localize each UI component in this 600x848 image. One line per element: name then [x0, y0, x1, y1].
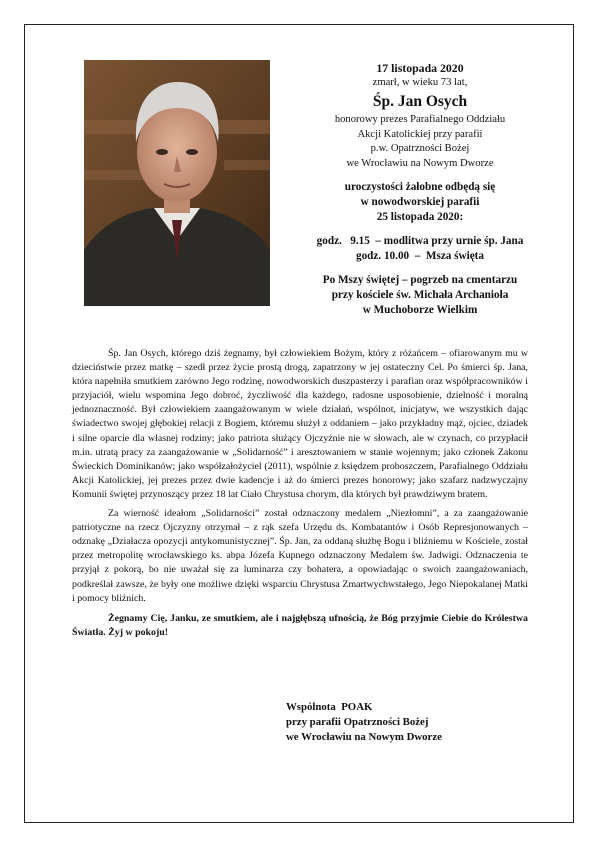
- role-line: Akcji Katolickiej przy parafii: [357, 128, 483, 140]
- burial-line: Po Mszy świętej – pogrzeb na cmentarzu: [322, 274, 518, 287]
- burial-line: przy kościele św. Michała Archanioła: [331, 289, 509, 302]
- deceased-name: Śp. Jan Osych: [372, 93, 468, 111]
- signature-line: Wspólnota POAK: [286, 701, 373, 713]
- burial-line: w Muchoborze Wielkim: [362, 304, 478, 317]
- ceremony-line: uroczystości żałobne odbędą się: [344, 181, 496, 194]
- ceremony-line: w nowodworskiej parafii: [360, 196, 480, 209]
- role-line: honorowy prezes Parafialnego Oddziału: [334, 114, 506, 126]
- signature-block: [286, 700, 546, 745]
- schedule-line: godz. 10.00 – Msza święta: [355, 250, 485, 263]
- obituary-body: [72, 347, 528, 645]
- role-line: p.w. Opatrzności Bożej: [370, 143, 470, 155]
- death-date: 17 listopada 2020: [376, 61, 464, 75]
- role-line: we Wrocławiu na Nowym Dworze: [346, 157, 494, 169]
- signature-line: we Wrocławiu na Nowym Dworze: [286, 731, 442, 743]
- ceremony-line: 25 listopada 2020:: [376, 211, 464, 224]
- schedule-line: godz. 9.15 – modlitwa przy urnie śp. Jana: [316, 235, 524, 248]
- signature-line: przy parafii Opatrzności Bożej: [286, 716, 429, 728]
- obituary-header: [280, 60, 560, 318]
- body-paragraph: Za wierność ideałom „Solidarności” został odznaczony medalem „Niezłomni”, a za zaangażowanie patriotyczne na rzecz Ojczyzny otrzymał – z rąk szefa Urzędu ds. Kombatantów i Osób Represjonowanych – odznakę „Działacza opozycji antykomunistycznej”. Śp. Jan, za oddaną służbę Bogu i bliźniemu w Kościele, został przez metropolitę wrocławskiego ks. abpa Józefa Kupnego odznaczony Medalem św. Jadwigi. Odznaczenia te przyjął z pokorą, bo nie uważał się za luminarza czy bohatera, a opowiadając o swoich zaangażowaniach, podkreślał zawsze, że były one możliwe dzięki wsparciu Chrystusa Zmartwychwstałego, Jego Niepokalanej Matki i pomocy bliźnich.: [72, 508, 528, 604]
- farewell-paragraph: Żegnamy Cię, Janku, ze smutkiem, ale i najgłębszą ufnością, że Bóg przyjmie Ciebie do Królestwa Światła. Żyj w pokoju!: [72, 612, 528, 638]
- body-paragraph: Śp. Jan Osych, którego dziś żegnamy, był człowiekiem Bożym, który z różańcem – ofiarowanym mu w dzieciństwie przez matkę – szedł przez życie prostą drogą, zapatrzony w jej ostateczny Cel. Po śmierci śp. Jana, która napełniła smutkiem zarówno Jego rodzinę, nowodworskich duszpasterzy i parafian oraz współpracowników i przyjaciół, wielu wspomina Jego dobroć, życzliwość dla każdego, radosne usposobienie, dzielność i moralną jednoznaczność. Był człowiekiem zaangażowanym w wiele działań, wspólnot, inicjatyw, we wszystkich dając świadectwo swojej głębokiej relacji z Bogiem, któremu służył z oddaniem – jako przykładny mąż, ojciec, dziadek i silne oparcie dla własnej rodziny; jako patriota służący Ojczyźnie nie w słowach, ale w czynach, co przypłacił m.in. utratą pracy za zaangażowanie w „Solidarność” i aresztowaniem w stanie wojennym; jako członek Zakonu Świeckich Dominikanów; jako współzałożyciel (2011), wspólnie z księdzem proboszczem, Parafialnego Oddziału Akcji Katolickiej, jej prezes przez dwie kadencje i aż do śmierci prezes honorowy; jako szafarz nadzwyczajny Komunii świętej przynoszący przez 18 lat Ciało Chrystusa chorym, dla których był prawdziwym bratem.: [72, 348, 528, 500]
- portrait-photo: [84, 60, 270, 306]
- death-age: zmarł, w wieku 73 lat,: [372, 77, 468, 88]
